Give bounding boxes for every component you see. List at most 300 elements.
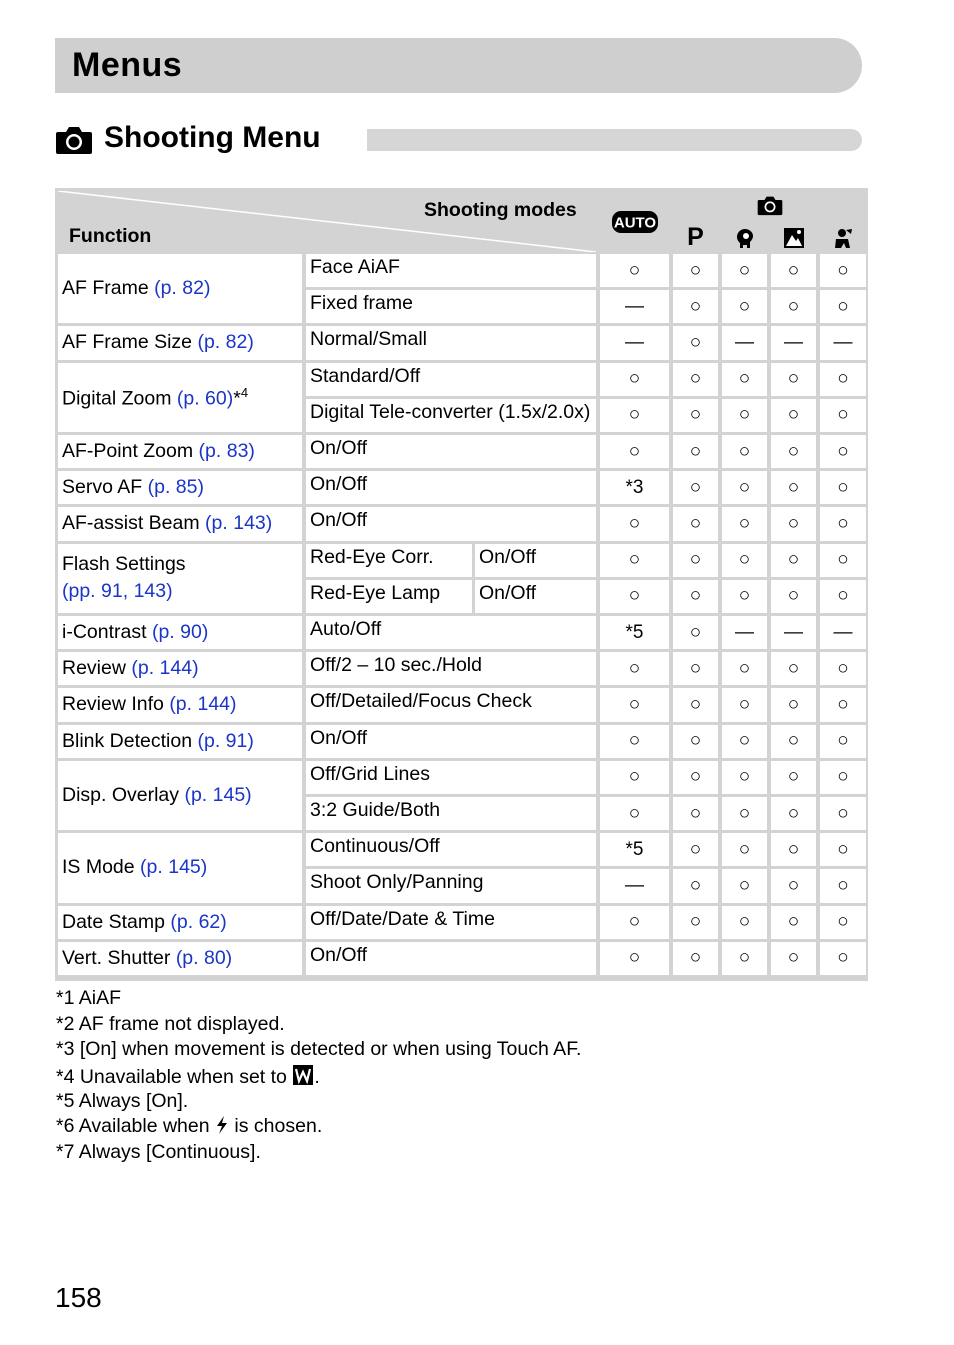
section-title: Shooting Menu — [104, 121, 321, 154]
mode-availability-cell — [722, 507, 767, 540]
mode-availability-cell — [722, 580, 767, 613]
setting-cell — [306, 833, 596, 866]
function-name: Servo AF — [62, 476, 148, 499]
function-cell — [58, 544, 302, 613]
function-cell — [58, 725, 302, 758]
mode-availability-cell — [771, 833, 816, 866]
page-link[interactable]: (p. 144) — [131, 657, 199, 680]
availability-mark: ○ — [738, 476, 751, 498]
setting-label: On/Off — [310, 943, 368, 966]
mode-availability-cell — [673, 326, 718, 359]
availability-mark: ○ — [837, 368, 849, 390]
mode-availability-cell — [673, 580, 718, 613]
availability-mark: ○ — [628, 404, 641, 426]
mode-availability-cell — [771, 580, 816, 613]
availability-mark: ○ — [628, 440, 641, 462]
availability-mark: ○ — [837, 874, 849, 896]
mode-availability-cell — [600, 833, 669, 866]
mode-availability-cell — [820, 616, 866, 649]
mode-availability-cell — [722, 725, 767, 758]
mode-availability-cell — [820, 652, 866, 685]
footnote-6 — [56, 1115, 322, 1138]
mode-availability-cell — [673, 507, 718, 540]
mode-availability-cell — [600, 544, 669, 577]
availability-mark: — — [833, 621, 853, 643]
mode-availability-cell — [771, 326, 816, 359]
availability-mark: — — [784, 621, 803, 643]
availability-mark: ○ — [787, 911, 800, 933]
availability-mark: ○ — [689, 838, 702, 860]
mode-availability-cell — [771, 906, 816, 939]
availability-mark: ○ — [837, 693, 849, 715]
mode-availability-cell — [771, 616, 816, 649]
shooting-menu-table — [55, 188, 868, 981]
mode-availability-cell — [600, 290, 669, 323]
setting-label: Normal/Small — [310, 328, 428, 351]
function-cell — [58, 616, 302, 649]
mode-availability-cell — [771, 869, 816, 902]
mode-availability-cell — [820, 544, 866, 577]
page-link[interactable]: (p. 60) — [176, 387, 234, 410]
availability-mark: ○ — [689, 404, 702, 426]
mode-availability-cell — [600, 507, 669, 540]
setting-label: Shoot Only/Panning — [310, 871, 484, 894]
availability-mark: ○ — [787, 476, 800, 498]
program-mode-icon: P — [687, 223, 704, 251]
setting-value-cell — [475, 580, 596, 613]
setting-cell — [306, 435, 596, 468]
function-cell — [58, 833, 302, 902]
mode-availability-cell — [722, 254, 767, 287]
mode-availability-cell — [771, 761, 816, 794]
availability-mark: *5 — [625, 838, 644, 860]
mode-availability-cell — [771, 688, 816, 721]
availability-mark: ○ — [628, 947, 641, 969]
availability-mark: ○ — [689, 730, 702, 752]
function-cell — [58, 906, 302, 939]
setting-label: Off/Grid Lines — [310, 762, 430, 785]
availability-mark: ○ — [628, 802, 641, 824]
function-cell — [58, 435, 302, 468]
header-auto-cell — [600, 191, 669, 252]
function-name: Digital Zoom — [62, 387, 177, 410]
availability-mark: ○ — [787, 874, 800, 896]
availability-mark: ○ — [837, 295, 849, 317]
setting-cell — [306, 797, 596, 830]
function-cell — [58, 363, 302, 432]
header-mode-cell — [820, 223, 866, 252]
availability-mark: ○ — [787, 368, 800, 390]
availability-mark: — — [735, 331, 754, 353]
header-mode-cell — [722, 223, 767, 252]
setting-cell — [306, 363, 596, 396]
camera-icon — [757, 195, 783, 216]
page-link[interactable]: (p. 82) — [197, 331, 254, 354]
mode-availability-cell — [820, 435, 866, 468]
mode-availability-cell — [673, 616, 718, 649]
availability-mark: — — [625, 874, 644, 896]
mode-availability-cell — [820, 290, 866, 323]
availability-mark: ○ — [689, 585, 702, 607]
header-function-label: Function — [69, 225, 152, 247]
mode-availability-cell — [771, 363, 816, 396]
availability-mark: ○ — [628, 766, 641, 788]
camera-icon — [55, 125, 93, 155]
mode-availability-cell — [600, 688, 669, 721]
availability-mark: ○ — [738, 259, 751, 281]
page-title: Menus — [72, 46, 183, 84]
availability-mark: ○ — [689, 911, 702, 933]
mode-availability-cell — [673, 471, 718, 504]
availability-mark: ○ — [837, 838, 849, 860]
availability-mark: ○ — [738, 440, 751, 462]
availability-mark: ○ — [837, 911, 849, 933]
function-name: IS Mode — [62, 856, 141, 879]
availability-mark: ○ — [787, 693, 800, 715]
mode-availability-cell — [722, 797, 767, 830]
setting-cell — [306, 616, 596, 649]
availability-mark: ○ — [689, 621, 702, 643]
page-link-separator: , — [122, 580, 134, 603]
function-name: AF-Point Zoom — [62, 440, 199, 463]
mode-availability-cell — [820, 399, 866, 432]
footnote-6-text: *6 Available when — [56, 1115, 216, 1137]
svg-text:AUTO: AUTO — [613, 214, 656, 231]
setting-cell — [306, 942, 596, 975]
availability-mark: ○ — [787, 730, 800, 752]
page-link[interactable]: (p. 145) — [140, 856, 208, 879]
mode-availability-cell — [600, 906, 669, 939]
setting-cell — [306, 326, 596, 359]
chapter-banner — [55, 38, 862, 93]
mode-availability-cell — [673, 399, 718, 432]
availability-mark: ○ — [689, 259, 702, 281]
mode-availability-cell — [722, 435, 767, 468]
wide-zoom-icon — [292, 1064, 314, 1086]
mode-availability-cell — [600, 761, 669, 794]
mode-availability-cell — [722, 544, 767, 577]
availability-mark: ○ — [689, 657, 702, 679]
setting-label: Off/Date/Date & Time — [310, 907, 495, 930]
mode-availability-cell — [673, 797, 718, 830]
availability-mark: ○ — [689, 476, 702, 498]
function-name: AF-assist Beam — [62, 512, 206, 535]
footnote-4-text: *4 Unavailable when set to — [56, 1066, 293, 1088]
availability-mark: ○ — [628, 259, 641, 281]
setting-cell — [306, 254, 596, 287]
page-link[interactable]: (p. 80) — [175, 946, 233, 969]
availability-mark: ○ — [689, 947, 702, 969]
footnote-marker: * — [233, 387, 241, 410]
mode-availability-cell — [600, 616, 669, 649]
function-name: AF Frame — [62, 277, 155, 300]
availability-mark: *5 — [625, 621, 644, 643]
function-cell — [58, 507, 302, 540]
footnote-superscript: 4 — [240, 384, 249, 400]
availability-mark: ○ — [738, 730, 751, 752]
mode-availability-cell — [673, 869, 718, 902]
mode-availability-cell — [722, 833, 767, 866]
kids-pets-mode-icon — [832, 227, 854, 249]
mode-availability-cell — [673, 254, 718, 287]
function-name: Blink Detection — [62, 729, 198, 752]
availability-mark: ○ — [689, 766, 702, 788]
setting-label: Face AiAF — [310, 256, 400, 278]
mode-availability-cell — [673, 725, 718, 758]
availability-mark: ○ — [787, 802, 800, 824]
mode-availability-cell — [722, 652, 767, 685]
setting-cell — [306, 544, 472, 577]
availability-mark: ○ — [628, 657, 641, 679]
setting-label: On/Off — [310, 437, 368, 459]
mode-availability-cell — [722, 399, 767, 432]
function-cell — [58, 942, 302, 975]
mode-availability-cell — [722, 906, 767, 939]
section-title-bar — [367, 129, 862, 151]
availability-mark: ○ — [628, 693, 641, 715]
setting-cell — [306, 652, 596, 685]
function-name: Date Stamp — [62, 910, 171, 933]
availability-mark: ○ — [837, 549, 849, 571]
availability-mark: ○ — [787, 512, 800, 534]
function-cell — [58, 652, 302, 685]
availability-mark: ○ — [628, 549, 641, 571]
mode-availability-cell — [600, 942, 669, 975]
mode-availability-cell — [600, 725, 669, 758]
function-cell — [58, 326, 302, 359]
availability-mark: ○ — [787, 766, 800, 788]
mode-availability-cell — [600, 435, 669, 468]
header-shooting-modes-label: Shooting modes — [424, 199, 577, 221]
mode-availability-cell — [722, 688, 767, 721]
setting-cell — [306, 399, 596, 432]
mode-availability-cell — [673, 435, 718, 468]
mode-availability-cell — [673, 833, 718, 866]
availability-mark: ○ — [738, 874, 751, 896]
setting-label: Red-Eye Corr. — [310, 545, 434, 568]
setting-value-cell — [475, 544, 596, 577]
function-cell — [58, 761, 302, 830]
mode-availability-cell — [820, 254, 866, 287]
availability-mark: — — [625, 331, 644, 353]
mode-availability-cell — [771, 797, 816, 830]
availability-mark: — — [625, 295, 644, 317]
availability-mark: ○ — [837, 766, 849, 788]
availability-mark: ○ — [787, 947, 800, 969]
availability-mark: ○ — [628, 730, 641, 752]
availability-mark: ○ — [837, 404, 849, 426]
setting-cell — [306, 869, 596, 902]
mode-availability-cell — [771, 507, 816, 540]
mode-availability-cell — [673, 544, 718, 577]
mode-availability-cell — [820, 797, 866, 830]
availability-mark: ○ — [689, 693, 702, 715]
function-name: i-Contrast — [62, 621, 152, 644]
mode-availability-cell — [673, 942, 718, 975]
footnote-2: *2 AF frame not displayed. — [56, 1013, 285, 1035]
availability-mark: ○ — [837, 440, 849, 462]
availability-mark: ○ — [689, 440, 702, 462]
availability-mark: ○ — [787, 838, 800, 860]
function-name: Vert. Shutter — [62, 946, 176, 969]
setting-cell — [306, 580, 472, 613]
availability-mark: ○ — [787, 585, 800, 607]
page-link[interactable]: (p. 82) — [154, 277, 211, 300]
mode-availability-cell — [771, 435, 816, 468]
function-cell — [58, 254, 302, 323]
availability-mark: — — [735, 621, 754, 643]
mode-availability-cell — [820, 363, 866, 396]
function-name: AF Frame Size — [62, 331, 198, 354]
landscape-mode-icon — [783, 227, 805, 249]
page-link[interactable]: (p. 145) — [184, 783, 252, 806]
availability-mark: ○ — [628, 512, 641, 534]
setting-label: Off/2 – 10 sec./Hold — [310, 654, 482, 677]
availability-mark: ○ — [738, 947, 751, 969]
availability-mark: — — [784, 331, 803, 353]
availability-mark: ○ — [738, 911, 751, 933]
header-function-cell — [58, 191, 596, 252]
availability-mark: ○ — [738, 549, 751, 571]
page-link[interactable]: (p. 62) — [170, 910, 227, 933]
mode-availability-cell — [820, 761, 866, 794]
page-link[interactable]: (p. 143) — [205, 512, 273, 535]
function-name: Review Info — [62, 693, 170, 716]
availability-mark: ○ — [738, 693, 751, 715]
mode-availability-cell — [771, 652, 816, 685]
availability-mark: ○ — [738, 802, 751, 824]
availability-mark: ○ — [787, 259, 800, 281]
availability-mark: — — [833, 331, 853, 353]
setting-cell — [306, 688, 596, 721]
mode-availability-cell — [771, 399, 816, 432]
availability-mark: ○ — [837, 802, 849, 824]
setting-value: On/Off — [479, 581, 537, 604]
mode-availability-cell — [722, 616, 767, 649]
availability-mark: ○ — [738, 766, 751, 788]
function-name: Review — [62, 657, 132, 680]
setting-label: Fixed frame — [310, 292, 413, 315]
setting-label: Standard/Off — [310, 364, 421, 387]
availability-mark: ○ — [689, 549, 702, 571]
mode-availability-cell — [820, 725, 866, 758]
mode-availability-cell — [673, 906, 718, 939]
mode-availability-cell — [673, 652, 718, 685]
mode-availability-cell — [600, 580, 669, 613]
mode-availability-cell — [600, 652, 669, 685]
availability-mark: ○ — [837, 476, 849, 498]
mode-availability-cell — [673, 688, 718, 721]
page-number: 158 — [55, 1282, 102, 1313]
availability-mark: ○ — [787, 404, 800, 426]
availability-mark: ○ — [689, 331, 702, 353]
setting-cell — [306, 725, 596, 758]
setting-label: On/Off — [310, 473, 368, 496]
availability-mark: ○ — [837, 585, 849, 607]
availability-mark: ○ — [689, 802, 702, 824]
mode-availability-cell — [673, 761, 718, 794]
auto-mode-icon — [611, 210, 659, 234]
page-link[interactable]: (p. 90) — [151, 621, 209, 644]
availability-mark: ○ — [837, 730, 849, 752]
mode-availability-cell — [600, 797, 669, 830]
setting-cell — [306, 906, 596, 939]
availability-mark: ○ — [689, 295, 702, 317]
portrait-mode-icon — [734, 227, 756, 249]
mode-availability-cell — [722, 326, 767, 359]
availability-mark: ○ — [738, 295, 751, 317]
mode-availability-cell — [820, 833, 866, 866]
availability-mark: ○ — [738, 512, 751, 534]
mode-availability-cell — [722, 471, 767, 504]
availability-mark: ○ — [628, 368, 641, 390]
availability-mark: ○ — [837, 657, 849, 679]
mode-availability-cell — [600, 254, 669, 287]
mode-availability-cell — [820, 580, 866, 613]
mode-availability-cell — [820, 906, 866, 939]
setting-label: Continuous/Off — [310, 835, 440, 858]
mode-availability-cell — [771, 254, 816, 287]
function-name: Disp. Overlay — [62, 783, 185, 806]
page-link[interactable]: (p. 91) — [197, 729, 254, 752]
footnote-6-end: is chosen. — [229, 1115, 323, 1137]
mode-availability-cell — [820, 869, 866, 902]
setting-label: Auto/Off — [310, 618, 382, 640]
availability-mark: ○ — [787, 295, 800, 317]
footnote-1: *1 AiAF — [56, 987, 122, 1009]
mode-availability-cell — [820, 326, 866, 359]
setting-cell — [306, 761, 596, 794]
page-link[interactable]: (p. 85) — [147, 476, 204, 499]
page-link[interactable]: 143) — [133, 580, 173, 603]
mode-availability-cell — [820, 942, 866, 975]
mode-availability-cell — [600, 363, 669, 396]
availability-mark: *3 — [625, 476, 644, 498]
page-link[interactable]: (p. 83) — [198, 440, 255, 463]
mode-availability-cell — [673, 290, 718, 323]
mode-availability-cell — [771, 544, 816, 577]
availability-mark: ○ — [738, 657, 751, 679]
setting-cell — [306, 507, 596, 540]
availability-mark: ○ — [628, 911, 641, 933]
header-mode-cell — [673, 223, 718, 252]
setting-value: On/Off — [479, 545, 537, 568]
availability-mark: ○ — [738, 368, 751, 390]
mode-availability-cell — [600, 869, 669, 902]
page-link[interactable]: (pp. 91 — [62, 580, 123, 603]
mode-availability-cell — [820, 507, 866, 540]
flash-icon — [215, 1115, 229, 1135]
mode-availability-cell — [722, 761, 767, 794]
availability-mark: ○ — [738, 838, 751, 860]
availability-mark: ○ — [689, 368, 702, 390]
page-link[interactable]: (p. 144) — [169, 693, 237, 716]
availability-mark: ○ — [787, 440, 800, 462]
header-camera-group-cell — [673, 191, 866, 220]
mode-availability-cell — [722, 942, 767, 975]
footnote-4 — [56, 1064, 320, 1089]
availability-mark: ○ — [787, 549, 800, 571]
mode-availability-cell — [820, 471, 866, 504]
setting-label: On/Off — [310, 509, 368, 532]
availability-mark: ○ — [837, 512, 849, 534]
mode-availability-cell — [722, 363, 767, 396]
footnote-4-end: . — [314, 1066, 320, 1088]
mode-availability-cell — [771, 725, 816, 758]
mode-availability-cell — [771, 471, 816, 504]
mode-availability-cell — [820, 688, 866, 721]
mode-availability-cell — [600, 471, 669, 504]
